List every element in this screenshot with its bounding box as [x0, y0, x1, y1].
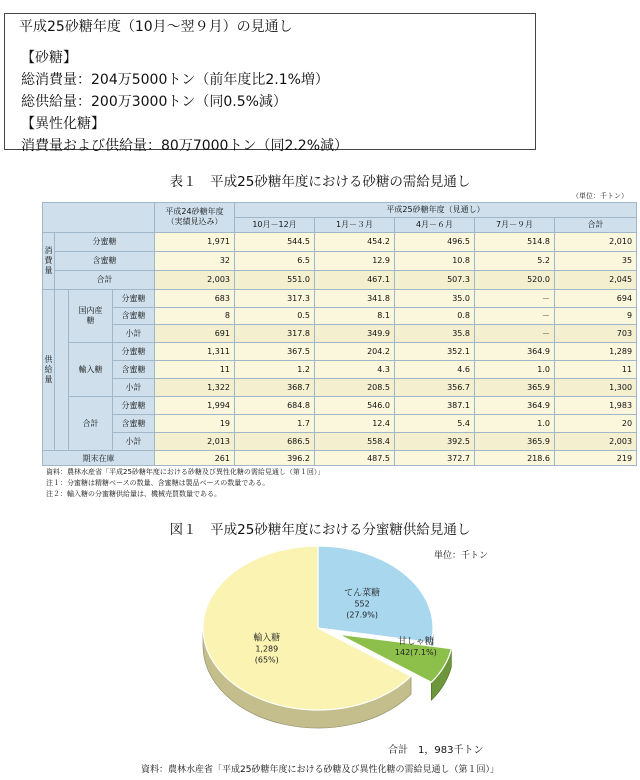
- isomer-heading: 【異性化糖】: [21, 116, 105, 132]
- table-unit: （単位：千トン）: [572, 192, 628, 200]
- table-cell: 352.1: [395, 343, 475, 361]
- table-cell: 356.7: [395, 379, 475, 397]
- row-label: 含蜜糖: [113, 361, 155, 379]
- pie-top: [203, 546, 451, 710]
- table-cell: 1,311: [155, 343, 235, 361]
- row-label: 合計: [55, 270, 155, 289]
- table-cell: 12.9: [315, 251, 395, 270]
- table-cell: 5.4: [395, 415, 475, 433]
- pie-slice-label: 1,289: [255, 644, 279, 654]
- table-cell: 365.9: [475, 379, 555, 397]
- table-cell: 364.9: [475, 343, 555, 361]
- table-cell: 694: [555, 289, 637, 307]
- row-label: 分蜜糖: [113, 343, 155, 361]
- table-cell: 1,289: [555, 343, 637, 361]
- sugar-supply: 総供給量：200万3000トン（同0.5%減）: [21, 94, 287, 110]
- row-label: 分蜜糖: [113, 397, 155, 415]
- pie-slice-label: (27.9%): [346, 610, 378, 620]
- table-cell: 35: [555, 251, 637, 270]
- table-cell: 6.5: [235, 251, 315, 270]
- table-cell: 1,971: [155, 232, 235, 251]
- table-cell: 35.8: [395, 325, 475, 343]
- row-label: 期末在庫: [43, 451, 155, 466]
- table-cell: 35.0: [395, 289, 475, 307]
- table-cell: 1.7: [235, 415, 315, 433]
- table-cell: 1,983: [555, 397, 637, 415]
- table-cell: 558.4: [315, 433, 395, 451]
- table-cell: 219: [555, 451, 637, 466]
- table-cell: 204.2: [315, 343, 395, 361]
- table-cell: 496.5: [395, 232, 475, 251]
- table-cell: 8: [155, 307, 235, 325]
- pie-slice-label: 142(7.1%): [394, 648, 437, 658]
- header-period: 4月－６月: [395, 217, 475, 232]
- header-period: 合計: [555, 217, 637, 232]
- row-label: 分蜜糖: [113, 289, 155, 307]
- table-cell: 1.0: [475, 415, 555, 433]
- table-cell: 341.8: [315, 289, 395, 307]
- table-cell: －: [475, 307, 555, 325]
- table-cell: 20: [555, 415, 637, 433]
- table-cell: 487.5: [315, 451, 395, 466]
- pie-slice-label: てん菜糖: [344, 588, 381, 599]
- table-cell: 1,994: [155, 397, 235, 415]
- table-cell: 2,010: [555, 232, 637, 251]
- table-cell: 372.7: [395, 451, 475, 466]
- table-cell: 454.2: [315, 232, 395, 251]
- row-label: 含蜜糖: [113, 415, 155, 433]
- sugar-heading: 【砂糖】: [21, 50, 77, 66]
- pie-slice-label: 552: [354, 599, 370, 609]
- table-note: 資料：農林水産省「平成25砂糖年度における砂糖及び異性化糖の需給見通し（第１回）」: [46, 468, 325, 476]
- table-cell: 546.0: [315, 397, 395, 415]
- table-note: 注１：分蜜糖は精糖ベースの数量、含蜜糖は製品ベースの数量である。: [46, 479, 270, 487]
- table-cell: 691: [155, 325, 235, 343]
- table-cell: 551.0: [235, 270, 315, 289]
- table-cell: －: [475, 325, 555, 343]
- chart-source: 資料：農林水産省「平成25砂糖年度における砂糖及び異性化糖の需給見通し（第１回）」: [141, 765, 499, 775]
- row-label: 小計: [113, 379, 155, 397]
- figure-caption: 図１ 平成25砂糖年度における分蜜糖供給見通し: [169, 522, 471, 538]
- row-label: 分蜜糖: [55, 232, 155, 251]
- table-cell: 387.1: [395, 397, 475, 415]
- table-cell: 261: [155, 451, 235, 466]
- label-supply: 供給量: [43, 289, 55, 451]
- table-cell: 208.5: [315, 379, 395, 397]
- pie-slice-label: (65%): [254, 655, 279, 665]
- header-forecast-group: 平成25砂糖年度（見通し）: [235, 203, 637, 218]
- table-cell: 1.0: [475, 361, 555, 379]
- table-cell: 520.0: [475, 270, 555, 289]
- row-label: 含蜜糖: [55, 251, 155, 270]
- table-cell: 544.5: [235, 232, 315, 251]
- chart-unit: 単位：千トン: [434, 551, 489, 561]
- table-cell: 1.2: [235, 361, 315, 379]
- table-cell: 4.3: [315, 361, 395, 379]
- table-cell: 367.5: [235, 343, 315, 361]
- table-cell: 11: [555, 361, 637, 379]
- table-cell: 349.9: [315, 325, 395, 343]
- table-cell: 396.2: [235, 451, 315, 466]
- isomer-line: 消費量および供給量：80万7000トン（同2.2%減）: [21, 138, 349, 154]
- table-cell: 2,013: [155, 433, 235, 451]
- table-cell: 467.1: [315, 270, 395, 289]
- table-cell: 317.3: [235, 289, 315, 307]
- table-cell: 19: [155, 415, 235, 433]
- table-cell: 0.8: [395, 307, 475, 325]
- table-cell: 684.8: [235, 397, 315, 415]
- sugar-consumption: 総消費量：204万5000トン（前年度比2.1%増）: [21, 72, 329, 88]
- table-cell: 364.9: [475, 397, 555, 415]
- table-cell: 507.3: [395, 270, 475, 289]
- row-label: 含蜜糖: [113, 307, 155, 325]
- table-cell: 683: [155, 289, 235, 307]
- table-cell: 703: [555, 325, 637, 343]
- table-cell: 1,300: [555, 379, 637, 397]
- header-period: 10月－12月: [235, 217, 315, 232]
- table-cell: 392.5: [395, 433, 475, 451]
- table-cell: 0.5: [235, 307, 315, 325]
- header-prev-year: 平成24砂糖年度 （実績見込み）: [155, 203, 235, 233]
- row-label: 小計: [113, 433, 155, 451]
- pie-slice-label: 輸入糖: [253, 633, 281, 644]
- label-consumption: 消費量: [43, 232, 55, 289]
- table-cell: 514.8: [475, 232, 555, 251]
- table-cell: 10.8: [395, 251, 475, 270]
- label-total-group: 合計: [69, 397, 113, 451]
- table-cell: 368.7: [235, 379, 315, 397]
- table-cell: －: [475, 289, 555, 307]
- label-domestic: 国内産糖: [69, 289, 113, 343]
- table-cell: 5.2: [475, 251, 555, 270]
- label-import: 輸入糖: [69, 343, 113, 397]
- chart-total: 合計 1，983千トン: [388, 745, 484, 756]
- table-note: 注２：輸入糖の分蜜糖供給量は、機械売買数量である。: [46, 490, 221, 498]
- table-cell: 686.5: [235, 433, 315, 451]
- pie-slice-label: 甘しゃ糖: [397, 637, 434, 648]
- header-period: 1月－３月: [315, 217, 395, 232]
- table-caption: 表１ 平成25砂糖年度における砂糖の需給見通し: [169, 174, 471, 190]
- summary-title: 平成25砂糖年度（10月～翌９月）の見通し: [15, 18, 299, 36]
- table-cell: 2,045: [555, 270, 637, 289]
- table-cell: 218.6: [475, 451, 555, 466]
- table-cell: 365.9: [475, 433, 555, 451]
- table-cell: 9: [555, 307, 637, 325]
- table-cell: 317.8: [235, 325, 315, 343]
- table-cell: 2,003: [555, 433, 637, 451]
- table-cell: 32: [155, 251, 235, 270]
- table-cell: 8.1: [315, 307, 395, 325]
- table-cell: 1,322: [155, 379, 235, 397]
- table-cell: 11: [155, 361, 235, 379]
- table-cell: 4.6: [395, 361, 475, 379]
- table-cell: 2,003: [155, 270, 235, 289]
- table-cell: 12.4: [315, 415, 395, 433]
- row-label: 小計: [113, 325, 155, 343]
- header-period: 7月－９月: [475, 217, 555, 232]
